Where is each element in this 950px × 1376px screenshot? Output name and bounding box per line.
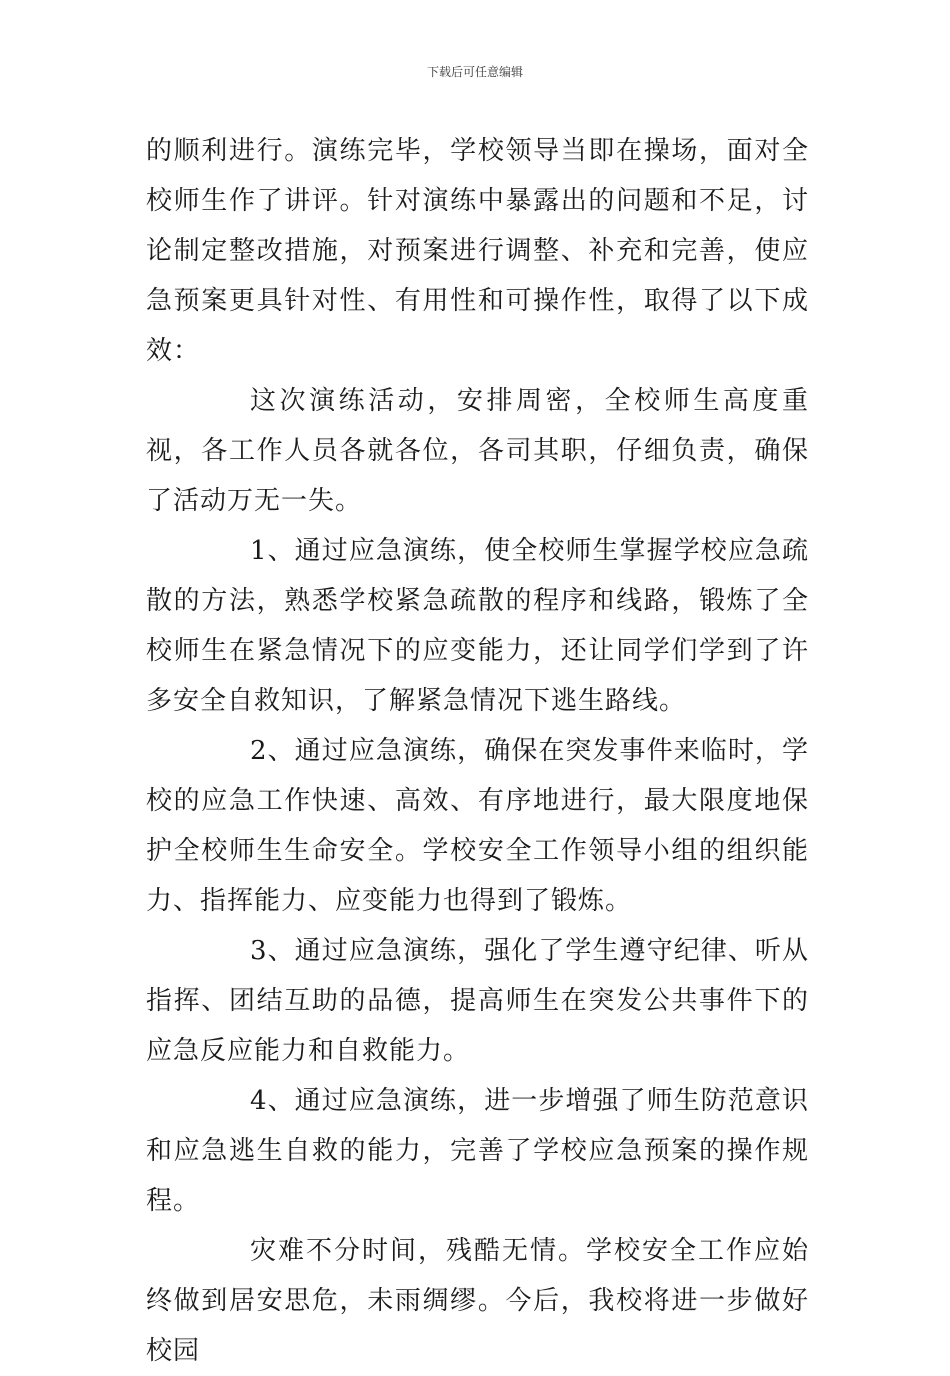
- paragraph-result-1: 1、通过应急演练，使全校师生掌握学校应急疏散的方法，熟悉学校紧急疏散的程序和线路，锻炼了全校师生在紧急情况下的应变能力，还让同学们学到了许多安全自救知识，了解紧急情况下逃生路线。: [146, 536, 809, 716]
- paragraph-result-2: 2、通过应急演练，确保在突发事件来临时，学校的应急工作快速、高效、有序地进行，最大限度地保护全校师生生命安全。学校安全工作领导小组的组织能力、指挥能力、应变能力也得到了锻炼。: [146, 736, 809, 916]
- document-body: [146, 126, 809, 1376]
- paragraph-result-4: 4、通过应急演练，进一步增强了师生防范意识和应急逃生自救的能力，完善了学校应急预案的操作规程。: [146, 1086, 809, 1216]
- paragraph-conclusion: 灾难不分时间，残酷无情。学校安全工作应始终做到居安思危，未雨绸缪。今后，我校将进一步做好校园: [146, 1236, 809, 1366]
- paragraph-result-3: 3、通过应急演练，强化了学生遵守纪律、听从指挥、团结互助的品德，提高师生在突发公共事件下的应急反应能力和自救能力。: [146, 936, 809, 1066]
- paragraph-continuation: 的顺利进行。演练完毕，学校领导当即在操场，面对全校师生作了讲评。针对演练中暴露出的问题和不足，讨论制定整改措施，对预案进行调整、补充和完善，使应急预案更具针对性、有用性和可操作性，取得了以下成效：: [146, 136, 809, 366]
- page-header: 下载后可任意编辑: [426, 65, 523, 79]
- paragraph-drill-overview: 这次演练活动，安排周密，全校师生高度重视，各工作人员各就各位，各司其职，仔细负责，确保了活动万无一失。: [146, 386, 809, 516]
